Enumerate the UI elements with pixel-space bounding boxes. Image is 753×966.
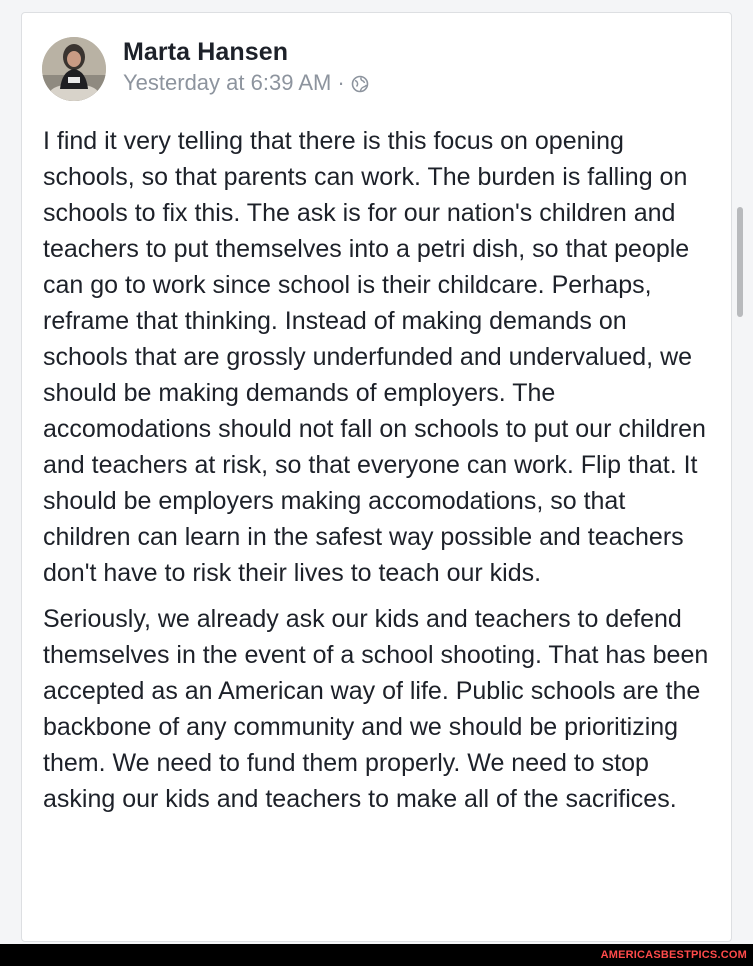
meta-separator: ·	[337, 70, 345, 95]
author-name[interactable]: Marta Hansen	[123, 38, 289, 66]
post-body	[43, 123, 715, 817]
post-paragraph-1: I find it very telling that there is this focus on opening schools, so that parents can work. The burden is falling on schools to fix this. The ask is for our nation's children and teachers to put themselves into a petri dish, so that people can go to work since school is their childcare. Perhaps, reframe that thinking. Instead of making demands on schools that are grossly underfunded and undervalued, we should be making demands of employers. The accomodations should not fall on schools to put our children and teachers at risk, so that everyone can work. Flip that. It should be employers making accomodations, so that children can learn in the safest way possible and teachers don't have to risk their lives to teach our kids.	[43, 127, 706, 587]
avatar-image	[42, 37, 106, 101]
post-timestamp[interactable]: Yesterday at 6:39 AM	[123, 70, 332, 95]
post-header	[42, 34, 369, 104]
watermark-bar	[0, 944, 753, 966]
timestamp-row	[123, 69, 369, 97]
scrollbar-thumb[interactable]	[737, 207, 743, 317]
post-paragraph-2: Seriously, we already ask our kids and teachers to defend themselves in the event of a school shooting. That has been accepted as an American way of life. Public schools are the backbone of any community and we should be prioritizing them. We need to fund them properly. We need to stop asking our kids and teachers to make all of the sacrifices.	[43, 605, 709, 813]
author-avatar[interactable]	[42, 37, 106, 101]
globe-icon[interactable]	[351, 75, 369, 93]
watermark-text: AMERICASBESTPICS.COM	[600, 949, 747, 961]
post-meta	[123, 37, 369, 97]
post-card	[21, 12, 732, 942]
